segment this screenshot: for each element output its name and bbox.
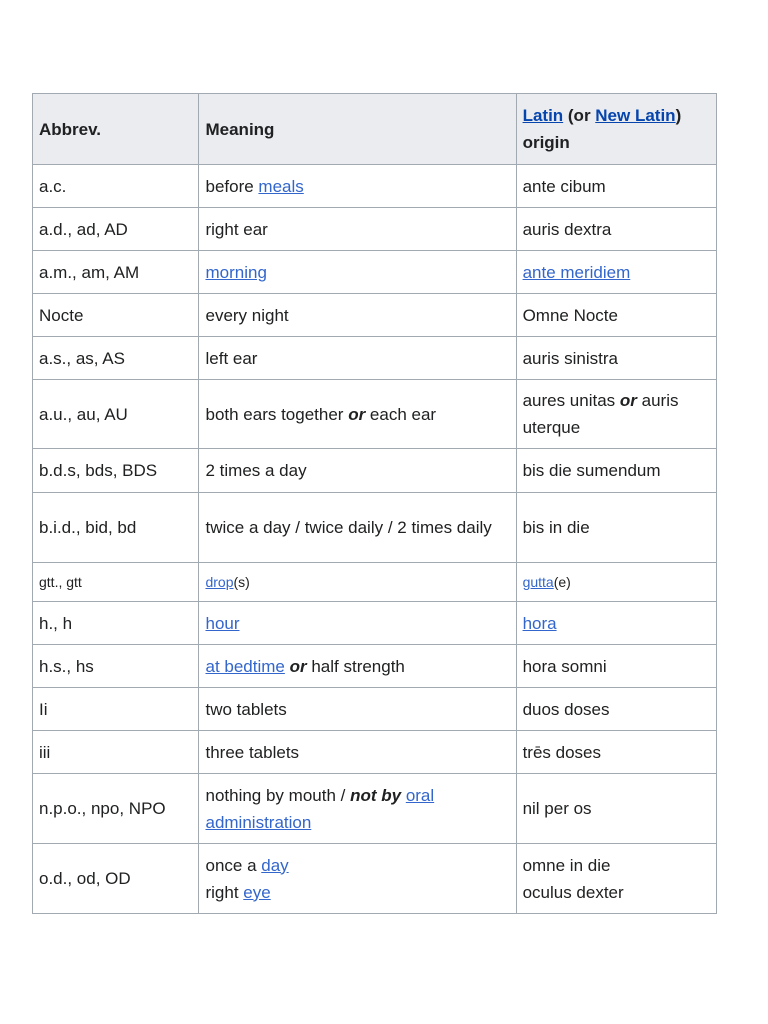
table-row (33, 380, 717, 449)
abbrev-cell: a.c. (33, 165, 199, 208)
abbrev-cell: a.s., as, AS (33, 337, 199, 380)
meaning-cell (199, 645, 516, 688)
table-row (33, 493, 717, 563)
table-row (33, 844, 717, 914)
origin-cell: bis in die (516, 493, 716, 563)
eye-link[interactable]: eye (243, 882, 271, 902)
origin-text: oculus dexter (522, 882, 624, 902)
abbrev-cell: a.d., ad, AD (33, 208, 199, 251)
origin-cell (516, 380, 716, 449)
meaning-cell (199, 380, 516, 449)
origin-cell: trēs doses (516, 731, 716, 774)
origin-cell (516, 844, 716, 914)
table-row (33, 449, 717, 493)
hour-link[interactable]: hour (205, 613, 240, 633)
meaning-cell: two tablets (199, 688, 516, 731)
hora-link[interactable]: hora (522, 613, 557, 633)
header-abbrev: Abbrev. (33, 94, 199, 165)
meaning-cell (199, 602, 516, 645)
origin-text: aures unitas (522, 391, 620, 410)
origin-cell: duos doses (516, 688, 716, 731)
header-origin (516, 94, 716, 165)
origin-cell: nil per os (516, 774, 716, 844)
oral-administration-link[interactable]: oral administration (205, 785, 435, 832)
abbrev-cell: o.d., od, OD (33, 844, 199, 914)
origin-text: auris uterque (522, 391, 679, 437)
meaning-cell: left ear (199, 337, 516, 380)
table-row (33, 774, 717, 844)
abbrev-cell: h., h (33, 602, 199, 645)
origin-emphasis: or (619, 391, 637, 410)
origin-cell: auris sinistra (516, 337, 716, 380)
meaning-cell (199, 251, 516, 294)
abbrev-cell: a.m., am, AM (33, 251, 199, 294)
table-row (33, 294, 717, 337)
origin-cell: auris dextra (516, 208, 716, 251)
origin-text: (e) (553, 573, 571, 590)
table-row (33, 563, 717, 602)
header-close: ) (675, 106, 682, 125)
ante-meridiem-link[interactable]: ante meridiem (522, 262, 631, 282)
table-row (33, 731, 717, 774)
origin-cell: hora somni (516, 645, 716, 688)
abbrev-cell: gtt., gtt (33, 563, 199, 602)
meaning-emphasis: not by (350, 785, 402, 805)
latin-link[interactable]: Latin (522, 106, 564, 125)
meaning-text: nothing by mouth / (205, 785, 351, 805)
origin-cell: ante cibum (516, 165, 716, 208)
abbrev-cell: Ii (33, 688, 199, 731)
meaning-cell: right ear (199, 208, 516, 251)
abbreviations-table (32, 93, 717, 914)
meaning-emphasis: or (348, 404, 366, 424)
abbrev-cell: n.p.o., npo, NPO (33, 774, 199, 844)
origin-cell: bis die sumendum (516, 449, 716, 493)
table-row (33, 165, 717, 208)
origin-cell: Omne Nocte (516, 294, 716, 337)
meaning-cell (199, 165, 516, 208)
abbrev-cell: b.d.s, bds, BDS (33, 449, 199, 493)
day-link[interactable]: day (261, 855, 289, 875)
origin-cell (516, 602, 716, 645)
new-latin-link[interactable]: New Latin (595, 106, 676, 125)
table-row (33, 337, 717, 380)
gutta-link[interactable]: gutta (522, 573, 554, 590)
table-row (33, 251, 717, 294)
meaning-emphasis: or (284, 656, 307, 676)
meaning-text: right (205, 882, 244, 902)
meaning-text: (s) (233, 573, 250, 590)
meaning-cell: every night (199, 294, 516, 337)
header-meaning: Meaning (199, 94, 516, 165)
header-row (33, 94, 717, 165)
meals-link[interactable]: meals (258, 176, 304, 196)
table-row (33, 645, 717, 688)
meaning-text: half strength (306, 656, 405, 676)
abbrev-cell: a.u., au, AU (33, 380, 199, 449)
origin-cell (516, 563, 716, 602)
table-row (33, 208, 717, 251)
meaning-cell (199, 563, 516, 602)
drop-link[interactable]: drop (205, 573, 234, 590)
meaning-text: once a (205, 855, 262, 875)
meaning-text: before (205, 176, 259, 196)
meaning-text: each ear (365, 404, 437, 424)
abbrev-cell: Nocte (33, 294, 199, 337)
meaning-cell: three tablets (199, 731, 516, 774)
header-or-open: (or (563, 106, 596, 125)
meaning-cell: twice a day / twice daily / 2 times daily (199, 493, 516, 563)
origin-text: omne in die (522, 855, 611, 875)
header-origin-label: origin (522, 133, 570, 152)
meaning-cell (199, 844, 516, 914)
meaning-cell: 2 times a day (199, 449, 516, 493)
table-row (33, 688, 717, 731)
table-row (33, 602, 717, 645)
meaning-cell (199, 774, 516, 844)
at-bedtime-link[interactable]: at bedtime (205, 656, 285, 676)
abbrev-cell: h.s., hs (33, 645, 199, 688)
origin-cell (516, 251, 716, 294)
abbrev-cell: b.i.d., bid, bd (33, 493, 199, 563)
meaning-text: both ears together (205, 404, 349, 424)
morning-link[interactable]: morning (205, 262, 267, 282)
abbrev-cell: iii (33, 731, 199, 774)
